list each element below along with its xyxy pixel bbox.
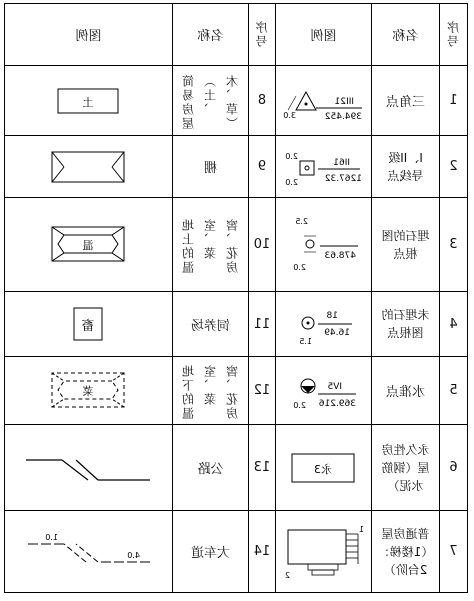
symbol-label: 2.0 bbox=[293, 400, 307, 410]
header-legend-right: 图例 bbox=[5, 4, 173, 66]
livestock-farm-symbol bbox=[5, 292, 173, 357]
row-number: 3 bbox=[440, 198, 468, 292]
symbol-label: 394.452 bbox=[325, 111, 363, 122]
row-name: 永久性房 屋（钢筋 水泥） bbox=[372, 425, 440, 511]
row-number: 2 bbox=[440, 136, 468, 198]
greenhouse-above-symbol bbox=[5, 198, 173, 292]
table-row bbox=[5, 198, 468, 292]
symbol-label: 2.0 bbox=[285, 151, 299, 161]
symbol-label: 畜 bbox=[81, 319, 96, 334]
legend-table bbox=[4, 3, 468, 593]
symbol-label: 1.5 bbox=[299, 337, 313, 346]
row-number: 14 bbox=[249, 511, 276, 593]
unburied-control-point-symbol bbox=[276, 292, 372, 357]
row-number: 8 bbox=[249, 66, 276, 136]
symbol-label: 菜 bbox=[83, 384, 94, 398]
highway-symbol bbox=[5, 425, 173, 511]
symbol-label: III21 bbox=[335, 96, 355, 107]
row-number: 9 bbox=[249, 136, 276, 198]
row-name: 简易房屋 （土、 木、草） bbox=[173, 66, 249, 136]
row-name: 埋石的图 根点 bbox=[372, 198, 440, 292]
symbol-label: 369.216 bbox=[319, 398, 357, 409]
symbol-label: 2.5 bbox=[295, 216, 309, 226]
header-name-left: 名称 bbox=[372, 4, 440, 66]
row-name: 水准点 bbox=[372, 357, 440, 425]
row-name: 棚 bbox=[173, 136, 249, 198]
row-number: 13 bbox=[249, 425, 276, 511]
row-name: 未埋石的 图根点 bbox=[372, 292, 440, 357]
svg-text:2.0: 2.0 bbox=[293, 262, 307, 272]
header-name-right: 名称 bbox=[173, 4, 249, 66]
symbol-label: II61 bbox=[333, 157, 351, 168]
table-row bbox=[5, 425, 468, 511]
symbol-label: 温 bbox=[83, 238, 94, 252]
row-name: 三角点 bbox=[372, 66, 440, 136]
triangulation-point-symbol bbox=[276, 66, 372, 136]
symbol-label: 土 bbox=[83, 95, 94, 109]
table-row bbox=[5, 292, 468, 357]
permanent-house-symbol bbox=[276, 425, 372, 511]
row-number: 12 bbox=[249, 357, 276, 425]
benchmark-symbol bbox=[276, 357, 372, 425]
symbol-label: 2 bbox=[285, 570, 291, 580]
shed-symbol bbox=[5, 136, 173, 198]
symbol-label: 1 bbox=[359, 524, 365, 534]
row-number: 5 bbox=[440, 357, 468, 425]
ordinary-house-symbol bbox=[276, 511, 372, 593]
header-seq-right: 序号 bbox=[249, 4, 276, 66]
symbol-label: 16.49 bbox=[324, 328, 351, 338]
header-seq-left: 序号 bbox=[440, 4, 468, 66]
greenhouse-below-symbol bbox=[5, 357, 173, 425]
header-row bbox=[5, 4, 468, 66]
row-number: 4 bbox=[440, 292, 468, 357]
symbol-label: 478.63 bbox=[325, 250, 357, 261]
row-name: 饲养场 bbox=[173, 292, 249, 357]
row-number: 1 bbox=[440, 66, 468, 136]
table-row bbox=[5, 357, 468, 425]
row-name: 公路 bbox=[173, 425, 249, 511]
row-name: 大车道 bbox=[173, 511, 249, 593]
table-row bbox=[5, 136, 468, 198]
buried-control-point-symbol bbox=[276, 198, 372, 292]
svg-text:2.0: 2.0 bbox=[285, 177, 299, 187]
symbol-label: IV5 bbox=[327, 381, 343, 392]
symbol-label: 3.0 bbox=[283, 110, 297, 120]
table-row bbox=[5, 66, 468, 136]
symbol-label: 永3 bbox=[314, 462, 333, 476]
simple-house-symbol bbox=[5, 66, 173, 136]
symbol-label: 1267.32 bbox=[325, 173, 363, 184]
row-number: 11 bbox=[249, 292, 276, 357]
cart-road-symbol bbox=[5, 511, 173, 593]
row-name: 地下的温 室、菜 窖、花房 bbox=[173, 357, 249, 425]
row-name: I、II级 导线点 bbox=[372, 136, 440, 198]
symbol-label: 4.0 bbox=[127, 550, 141, 560]
symbol-label: 1.0 bbox=[45, 532, 59, 542]
row-name: 普通房屋 （1楼梯： 2台阶） bbox=[372, 511, 440, 593]
table-row bbox=[5, 511, 468, 593]
row-name: 地上的温 室、菜 窖、花房 bbox=[173, 198, 249, 292]
row-number: 6 bbox=[440, 425, 468, 511]
traverse-point-symbol bbox=[276, 136, 372, 198]
row-number: 10 bbox=[249, 198, 276, 292]
symbol-label: 18 bbox=[327, 311, 339, 321]
row-number: 7 bbox=[440, 511, 468, 593]
header-legend-left: 图例 bbox=[276, 4, 372, 66]
